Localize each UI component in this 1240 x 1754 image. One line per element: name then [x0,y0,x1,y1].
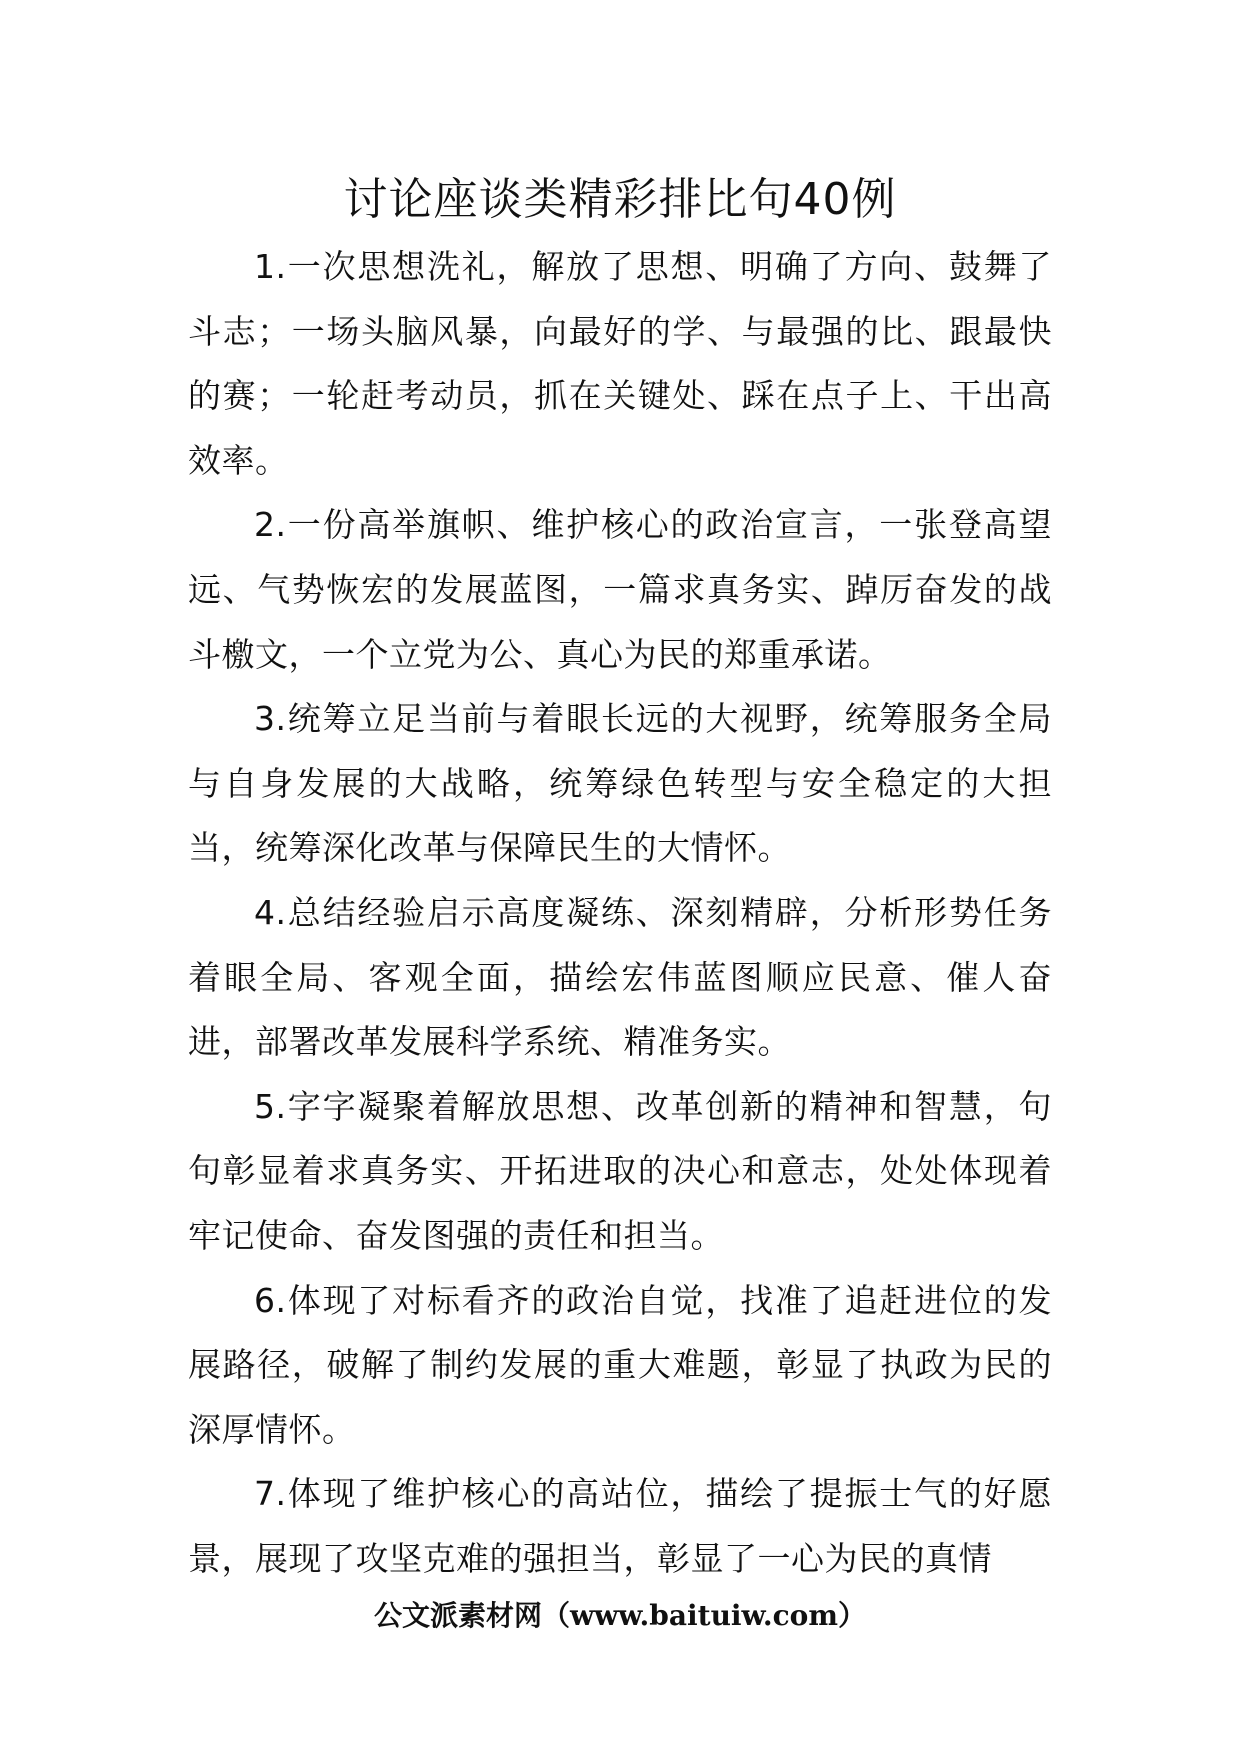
paragraph-3: 3.统筹立足当前与着眼长远的大视野，统筹服务全局与自身发展的大战略，统筹绿色转型与安全稳定的大担当，统筹深化改革与保障民生的大情怀。 [188,699,1052,868]
paragraph-1: 1.一次思想洗礼，解放了思想、明确了方向、鼓舞了斗志；一场头脑风暴，向最好的学、与最强的比、跟最快的赛；一轮赶考动员，抓在关键处、踩在点子上、干出高效率。 [188,247,1052,480]
document-body [188,235,1052,1591]
paragraph-2: 2.一份高举旗帜、维护核心的政治宣言，一张登高望远、气势恢宏的发展蓝图，一篇求真务实、踔厉奋发的战斗檄文，一个立党为公、真心为民的郑重承诺。 [188,505,1052,674]
paragraph-7: 7.体现了维护核心的高站位，描绘了提振士气的好愿景，展现了攻坚克难的强担当，彰显了一心为民的真情 [188,1474,1052,1578]
page-footer-watermark: 公文派素材网（www.baituiw.com） [374,1599,866,1632]
document-title: 讨论座谈类精彩排比句40例 [343,174,897,225]
paragraph-4: 4.总结经验启示高度凝练、深刻精辟，分析形势任务着眼全局、客观全面，描绘宏伟蓝图顺应民意、催人奋进，部署改革发展科学系统、精准务实。 [188,892,1052,1062]
paragraph-5: 5.字字凝聚着解放思想、改革创新的精神和智慧，句句彰显着求真务实、开拓进取的决心和意志，处处体现着牢记使命、奋发图强的责任和担当。 [188,1086,1052,1255]
paragraph-6: 6.体现了对标看齐的政治自觉，找准了追赶进位的发展路径，破解了制约发展的重大难题，彰显了执政为民的深厚情怀。 [188,1280,1052,1449]
